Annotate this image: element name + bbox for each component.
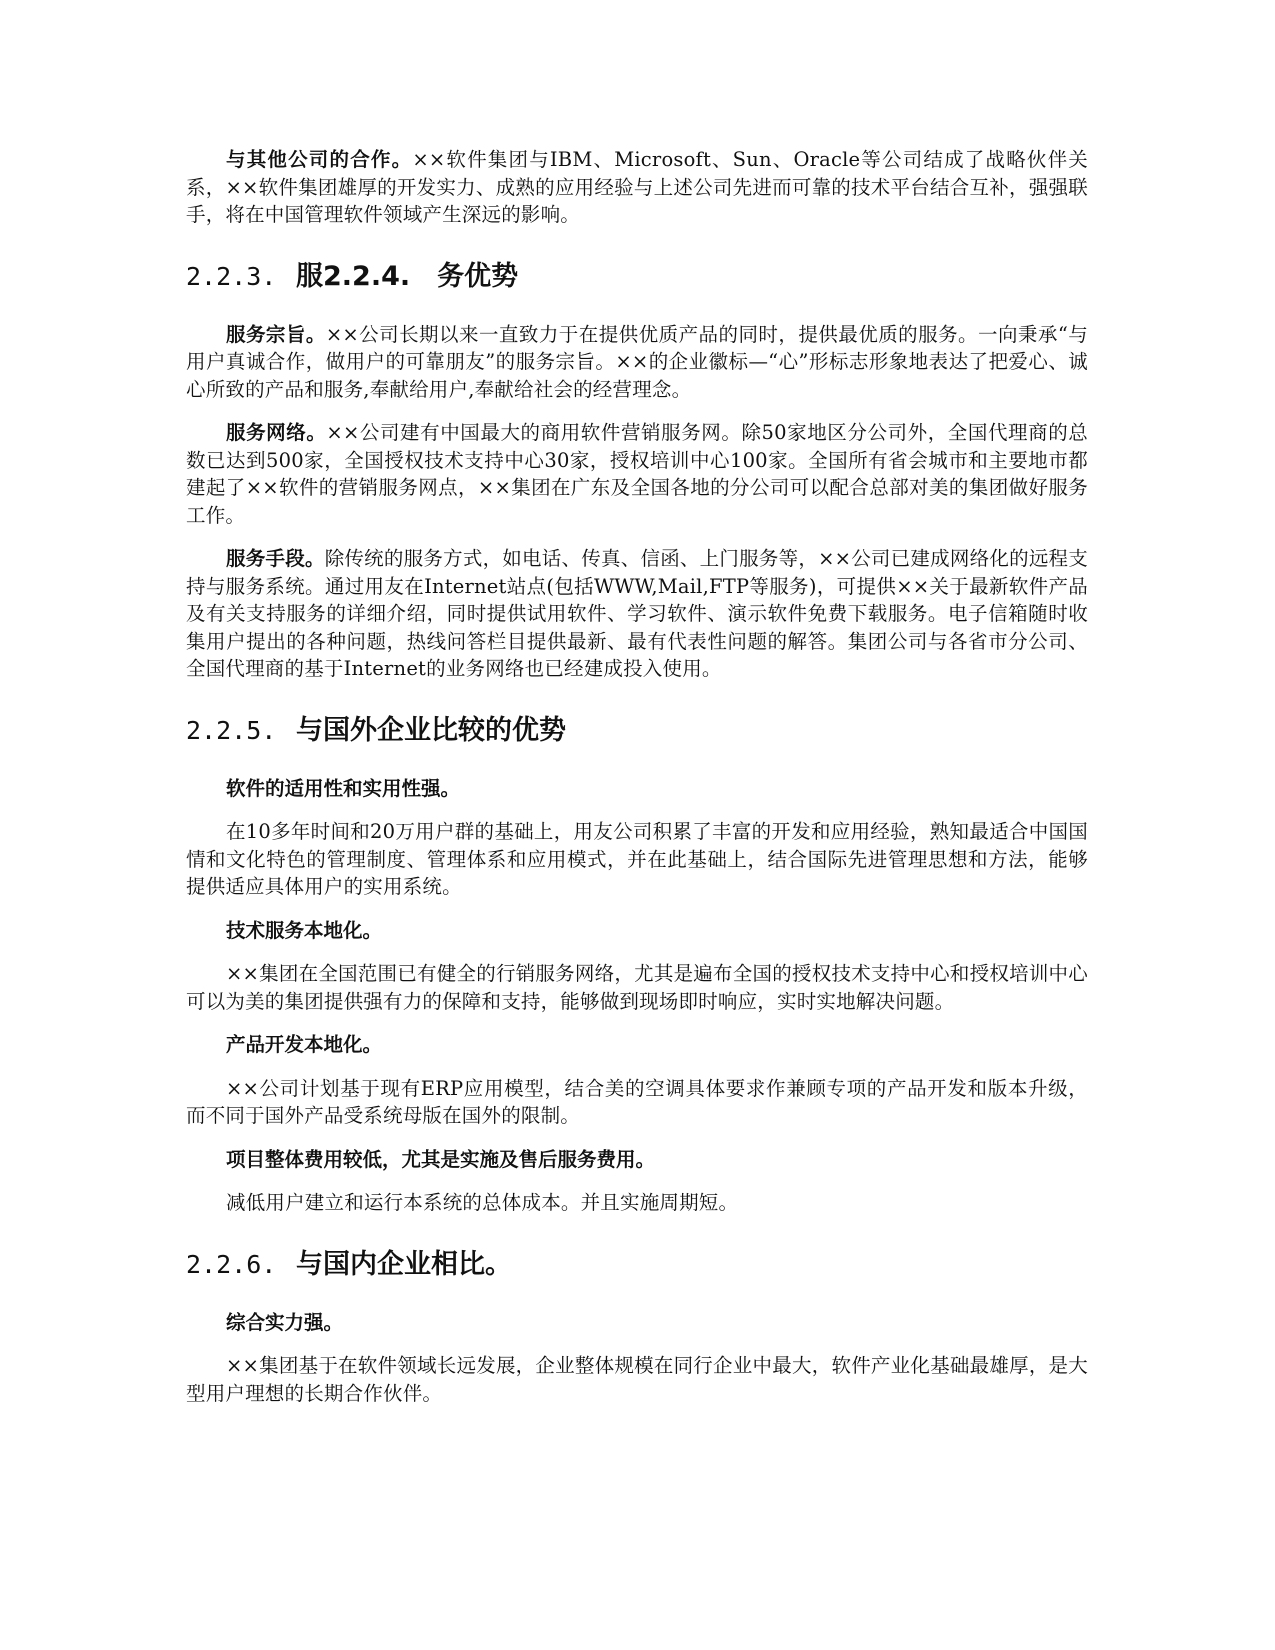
paragraph-service-network: [186, 419, 1088, 529]
section-heading-2-2-3: [186, 259, 1088, 295]
section-number: 2.2.6.: [186, 1249, 277, 1279]
subheading-tech-service-localization: 技术服务本地化。: [226, 918, 383, 942]
paragraph-lead: 服务网络。: [226, 421, 327, 444]
paragraph-overall-strength: ××集团基于在软件领域长远发展，企业整体规模在同行企业中最大，软件产业化基础最雄厚，是大型用户理想的长期合作伙伴。: [186, 1354, 1088, 1405]
paragraph-service-means: [186, 545, 1088, 683]
subheading-low-cost: 项目整体费用较低，尤其是实施及售后服务费用。: [226, 1147, 656, 1171]
paragraph-text: ××公司长期以来一直致力于在提供优质产品的同时，提供最优质的服务。一向秉承“与用户真诚合作，做用户的可靠朋友”的服务宗旨。××的企业徽标—“心”形标志形象地表达了把爱心、诚心所致的产品和服务,奉献给用户,奉献给社会的经营理念。: [186, 322, 1088, 401]
paragraph-product-dev-localization: ××公司计划基于现有ERP应用模型，结合美的空调具体要求作兼顾专项的产品开发和版本升级，而不同于国外产品受系统母版在国外的限制。: [186, 1076, 1088, 1127]
paragraph-text: ××公司建有中国最大的商用软件营销服务网。除50家地区分公司外，全国代理商的总数已达到500家，全国授权技术支持中心30家，授权培训中心100家。全国所有省会城市和主要地市都建起了××软件的营销服务网点，××集团在广东及全国各地的分公司可以配合总部对美的集团做好服务工作。: [186, 421, 1088, 527]
section-heading-2-2-5: [186, 713, 1088, 749]
section-number: 2.2.5.: [186, 715, 277, 745]
subheading-overall-strength: 综合实力强。: [226, 1310, 344, 1334]
paragraph-cooperation: [186, 146, 1088, 229]
subheading-applicability: 软件的适用性和实用性强。: [226, 776, 461, 800]
section-heading-2-2-6: [186, 1247, 1088, 1283]
paragraph-lead: 服务手段。: [226, 547, 325, 570]
paragraph-text: 除传统的服务方式，如电话、传真、信函、上门服务等，××公司已建成网络化的远程支持与服务系统。通过用友在Internet站点(包括WWW,Mail,FTP等服务)，可提供××关于最新软件产品及有关支持服务的详细介绍，同时提供试用软件、学习软件、演示软件免费下载服务。电子信箱随时收集用户提出的各种问题，热线问答栏目提供最新、最有代表性问题的解答。集团公司与各省市分公司、全国代理商的基于Internet的业务网络也已经建成投入使用。: [186, 547, 1088, 680]
paragraph-applicability: 在10多年时间和20万用户群的基础上，用友公司积累了丰富的开发和应用经验，熟知最适合中国国情和文化特色的管理制度、管理体系和应用模式，并在此基础上，结合国际先进管理思想和方法，能够提供适应具体用户的实用系统。: [186, 820, 1088, 898]
document-body: [186, 146, 1088, 1423]
section-title: 与国外企业比较的优势: [296, 714, 566, 746]
paragraph-text: ××软件集团与IBM、Microsoft、Sun、Oracle等公司结成了战略伙伴关系，××软件集团雄厚的开发实力、成熟的应用经验与上述公司先进而可靠的技术平台结合互补，强强联手，将在中国管理软件领域产生深远的影响。: [186, 148, 1088, 226]
section-title: 与国内企业相比。: [296, 1248, 512, 1280]
paragraph-low-cost: 减低用户建立和运行本系统的总体成本。并且实施周期短。: [226, 1191, 739, 1214]
paragraph-tech-service-localization: ××集团在全国范围已有健全的行销服务网络，尤其是遍布全国的授权技术支持中心和授权培训中心可以为美的集团提供强有力的保障和支持，能够做到现场即时响应，实时实地解决问题。: [186, 962, 1088, 1013]
section-number: 2.2.3.: [186, 261, 277, 291]
paragraph-lead: 与其他公司的合作。: [226, 148, 413, 171]
section-title: 服2.2.4. 务优势: [296, 260, 519, 292]
subheading-product-dev-localization: 产品开发本地化。: [226, 1033, 383, 1056]
paragraph-service-purpose: [186, 321, 1088, 404]
paragraph-lead: 服务宗旨。: [226, 322, 326, 346]
